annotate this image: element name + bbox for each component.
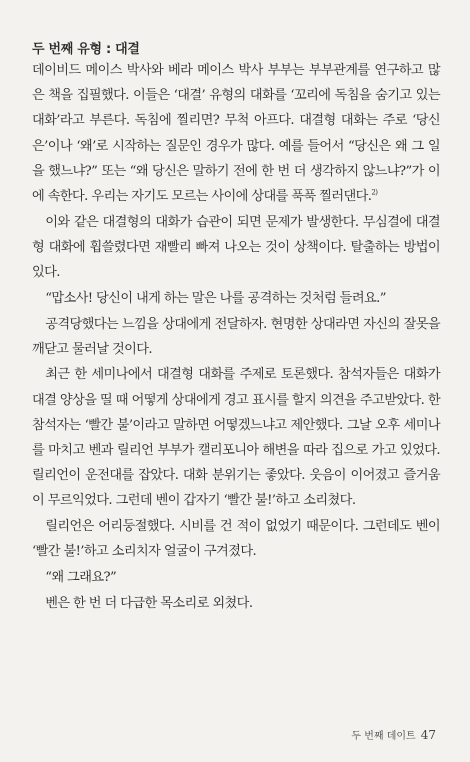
paragraph-3-quote: “맙소사! 당신이 내게 하는 말은 나를 공격하는 것처럼 들려요.” bbox=[45, 290, 386, 306]
paragraph-2: 이와 같은 대결형의 대화가 습관이 되면 문제가 발생한다. 무심결에 대결형 대화에 휩쓸렸다면 재빨리 빠져 나오는 것이 상책이다. 탈출하는 방법이 있다. bbox=[32, 214, 440, 281]
paragraph-4: 공격당했다는 느낌을 상대에게 전달하자. 현명한 상대라면 자신의 잘못을 깨닫고 물러날 것이다. bbox=[32, 316, 440, 357]
running-title: 두 번째 데이트 bbox=[351, 731, 416, 742]
body-text bbox=[32, 58, 440, 616]
section-heading: 두 번째 유형 : 대결 bbox=[32, 42, 140, 57]
paragraph-7-quote: “왜 그래요?” bbox=[45, 570, 117, 586]
page-footer bbox=[351, 727, 436, 742]
paragraph-8: 벤은 한 번 더 다급한 목소리로 외쳤다. bbox=[45, 595, 253, 611]
paragraph-1 bbox=[32, 58, 440, 209]
paragraph-1-text: 데이비드 메이스 박사와 베라 메이스 박사 부부는 부부관계를 연구하고 많은 책을 집필했다. 이들은 ‘대결’ 유형의 대화를 ‘꼬리에 독침을 숨기고 있는 대화’라고 부른다. 독침에 찔리면? 무척 아프다. 대결형 대화는 주로 ‘당신은’이나 ‘왜’로 시작하는 질문인 경우가 많다. 예를 들어서 “당신은 왜 그 일을 했느냐?” 또는 “왜 당신은 말하기 전에 한 번 더 생각하지 않느냐?”가 이에 속한다. 우리는 자기도 모르는 사이에 상대를 푹푹 찔러댄다. bbox=[32, 63, 440, 205]
paragraph-6: 릴리언은 어리둥절했다. 시비를 건 적이 없었기 때문이다. 그런데도 벤이 ‘빨간 불!’하고 소리치자 얼굴이 구겨졌다. bbox=[32, 519, 440, 560]
page-number: 47 bbox=[420, 728, 436, 742]
paragraph-5: 최근 한 세미나에서 대결형 대화를 주제로 토론했다. 참석자들은 대화가 대결 양상을 띨 때 어떻게 상대에게 경고 표시를 할지 의견을 주고받았다. 한 참석자는 ‘빨간 불’이라고 말하면 어떻겠느냐고 제안했다. 그날 오후 세미나를 마치고 벤과 릴리언 부부가 캘리포니아 해변을 따라 집으로 가고 있었다. 릴리언이 운전대를 잡았다. 대화 분위기는 좋았다. 웃음이 이어졌고 즐거움이 무르익었다. 그런데 벤이 갑자기 ‘빨간 불!’하고 소리쳤다. bbox=[32, 367, 440, 509]
footnote-marker: 2) bbox=[371, 188, 378, 197]
